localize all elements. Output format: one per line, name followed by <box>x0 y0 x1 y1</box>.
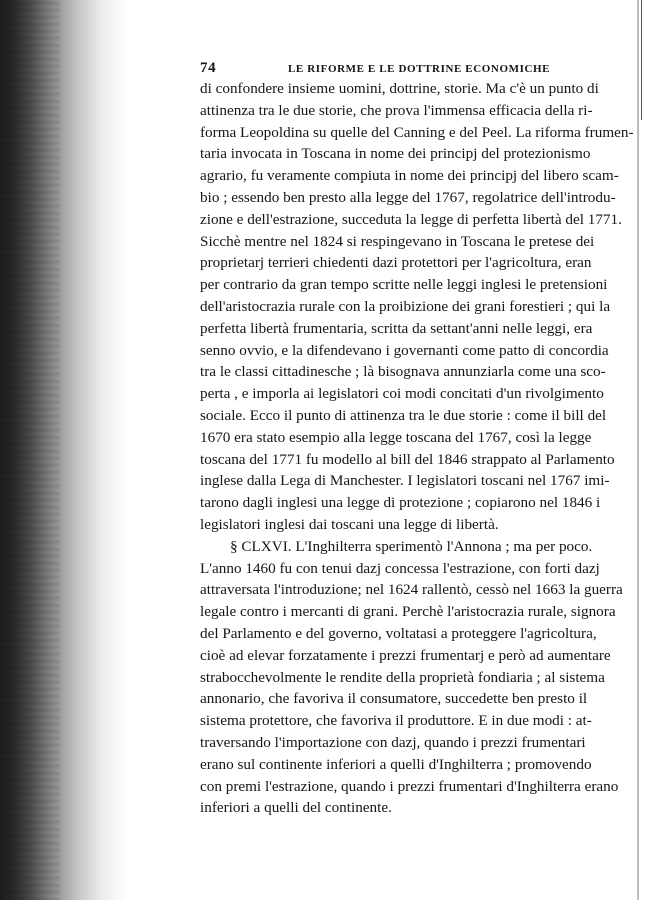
text-line: attraversata l'introduzione; nel 1624 rallentò, cessò nel 1663 la guerra <box>200 581 623 599</box>
page-edge-line <box>637 0 639 900</box>
text-line: di confondere insieme uomini, dottrine, storie. Ma c'è un punto di <box>200 80 599 97</box>
text-line: senno ovvio, e la difendevano i governanti come patto di concordia <box>200 341 609 359</box>
text-line: del Parlamento e del governo, voltatasi a proteggere l'agricoltura, <box>200 624 597 642</box>
text-line: taria invocata in Toscana in nome dei principj del protezionismo <box>200 145 591 163</box>
text-line: attinenza tra le due storie, che prova l'immensa efficacia della ri- <box>200 101 593 119</box>
book-page <box>200 56 634 819</box>
text-line: bio ; essendo ben presto alla legge del 1767, regolatrice dell'introdu- <box>200 188 616 206</box>
scan-gutter-texture <box>0 0 60 900</box>
text-line: agrario, fu veramente compiuta in nome dei principj del libero scam- <box>200 167 619 185</box>
text-line: L'anno 1460 fu con tenui dazj concessa l'estrazione, con forti dazj <box>200 559 600 577</box>
text-line: inglese dalla Lega di Manchester. I legislatori toscani nel 1767 imi- <box>200 472 610 490</box>
text-line: annonario, che favoriva il consumatore, succedette ben presto il <box>200 690 588 708</box>
text-line: Sicchè mentre nel 1824 si respingevano in Toscana le pretese dei <box>200 232 595 250</box>
text-line: forma Leopoldina su quelle del Canning e del Peel. La riforma frumen- <box>200 123 634 141</box>
text-line: inferiori a quelli del continente. <box>200 799 392 817</box>
text-line: tarono dagli inglesi una legge di protezione ; copiarono nel 1846 i <box>200 494 601 512</box>
text-line: 1670 era stato esempio alla legge toscana del 1767, così la legge <box>200 428 592 446</box>
text-line: strabocchevolmente le rendite della proprietà fondiaria ; al sistema <box>200 668 605 686</box>
text-line: sociale. Ecco il punto di attinenza tra le due storie : come il bill del <box>200 406 607 424</box>
text-line: per contrario da gran tempo scritte nelle leggi inglesi le pretensioni <box>200 276 608 294</box>
text-line: perta , e imporla ai legislatori coi modi concitati d'un rivolgimento <box>200 385 604 403</box>
text-line: zione e dell'estrazione, succeduta la legge di perfetta libertà del 1771. <box>200 210 622 228</box>
text-line: dell'aristocrazia rurale con la proibizione dei grani forestieri ; qui la <box>200 297 611 315</box>
text-line: erano sul continente inferiori a quelli d'Inghilterra ; promovendo <box>200 755 592 773</box>
text-line: tra le classi cittadinesche ; là bisognava annunziarla come una sco- <box>200 363 606 381</box>
text-line: proprietarj terrieri chiedenti dazi protettori per l'agricoltura, eran <box>200 254 592 272</box>
text-line: perfetta libertà frumentaria, scritta da settant'anni nelle leggi, era <box>200 319 593 337</box>
text-line: sistema protettore, che favoriva il produttore. E in due modi : at- <box>200 712 592 730</box>
text-line: con premi l'estrazione, quando i prezzi frumentari d'Inghilterra erano <box>200 777 619 795</box>
text-line: cioè ad elevar forzatamente i prezzi frumentarj e però ad aumentare <box>200 646 611 664</box>
section-heading-line: § CLXVI. L'Inghilterra sperimentò l'Annona ; ma per poco. <box>230 537 593 555</box>
page-header <box>200 56 588 78</box>
text-line: legale contro i mercanti di grani. Perchè l'aristocrazia rurale, signora <box>200 603 616 621</box>
page-edge-mark <box>641 0 642 120</box>
running-title: LE RIFORME E LE DOTTRINE ECONOMICHE <box>288 63 551 75</box>
text-line: traversando l'importazione con dazj, quando i prezzi frumentari <box>200 733 586 751</box>
text-line: toscana del 1771 fu modello al bill del 1846 strappato al Parlamento <box>200 450 615 468</box>
text-line: legislatori inglesi dai toscani una legge di libertà. <box>200 515 499 533</box>
body-text <box>200 78 634 819</box>
page-number: 74 <box>200 60 217 76</box>
